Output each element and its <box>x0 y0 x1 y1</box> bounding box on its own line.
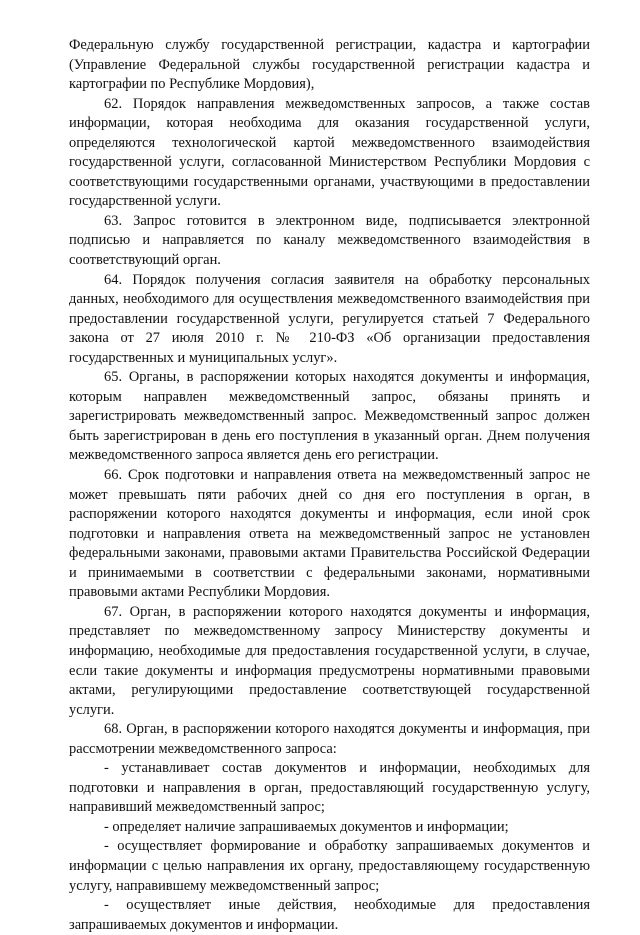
list-item-other-actions: - осуществляет иные действия, необходимые для предоставления запрашиваемых документов и информации. <box>69 897 590 933</box>
list-item-establish-composition: - устанавливает состав документов и информации, необходимых для подготовки и направления в орган, предоставляющий государственную услугу, направивший межведомственный запрос; <box>69 760 590 816</box>
paragraph-66: 66. Срок подготовки и направления ответа на межведомственный запрос не может превышать пяти рабочих дней со дня его поступления в орган, в распоряжении которого находятся документы и информация, если иной срок подготовки и направления ответа на межведомственный запрос не установлен федеральными законами, правовыми актами Правительства Российской Федерации и принимаемыми в соответствии с федеральными законами, нормативными правовыми актами Республики Мордовия. <box>69 467 590 601</box>
paragraph-continuation: Федеральную службу государственной регистрации, кадастра и картографии (Управление Федеральной службы государственной регистрации кадастра и картографии по Республике Мордовия), <box>69 37 590 93</box>
list-item-form-and-process: - осуществляет формирование и обработку запрашиваемых документов и информации с целью направления их органу, предоставляющему государственную услугу, направившему межведомственный запрос; <box>69 838 590 894</box>
paragraph-68: 68. Орган, в распоряжении которого находятся документы и информация, при рассмотрении межведомственного запроса: <box>69 721 590 757</box>
document-page <box>69 36 590 935</box>
paragraph-67: 67. Орган, в распоряжении которого находятся документы и информация, представляет по межведомственному запросу Министерству документы и информацию, необходимые для предоставления государственной услуги, в случае, если такие документы и информация предусмотрены нормативными правовыми актами, регулирующими предоставление соответствующей государственной услуги. <box>69 603 590 718</box>
paragraph-62: 62. Порядок направления межведомственных запросов, а также состав информации, которая необходима для оказания государственной услуги, определяются технологической картой межведомственного взаимодействия государственной услуги, согласованной Министерством Республики Мордовия с соответствующими государственными органами, участвующими в предоставлении государственной услуги. <box>69 95 590 210</box>
paragraph-64: 64. Порядок получения согласия заявителя на обработку персональных данных, необходимого для осуществления межведомственного взаимодействия при предоставлении государственной услуги, регулируется статьей 7 Федерального закона от 27 июля 2010 г. № 210-ФЗ «Об организации предоставления государственных и муниципальных услуг». <box>69 271 590 366</box>
list-item-determine-availability: - определяет наличие запрашиваемых документов и информации; <box>104 818 509 835</box>
paragraph-65: 65. Органы, в распоряжении которых находятся документы и информация, которым направлен межведомственный запрос, обязаны принять и зарегистрировать межведомственный запрос. Межведомственный запрос должен быть зарегистрирован в день его поступления в указанный орган. Днем получения межведомственного запроса является день его регистрации. <box>69 369 590 464</box>
paragraph-63: 63. Запрос готовится в электронном виде, подписывается электронной подписью и направляется по каналу межведомственного взаимодействия в соответствующий орган. <box>69 212 590 269</box>
